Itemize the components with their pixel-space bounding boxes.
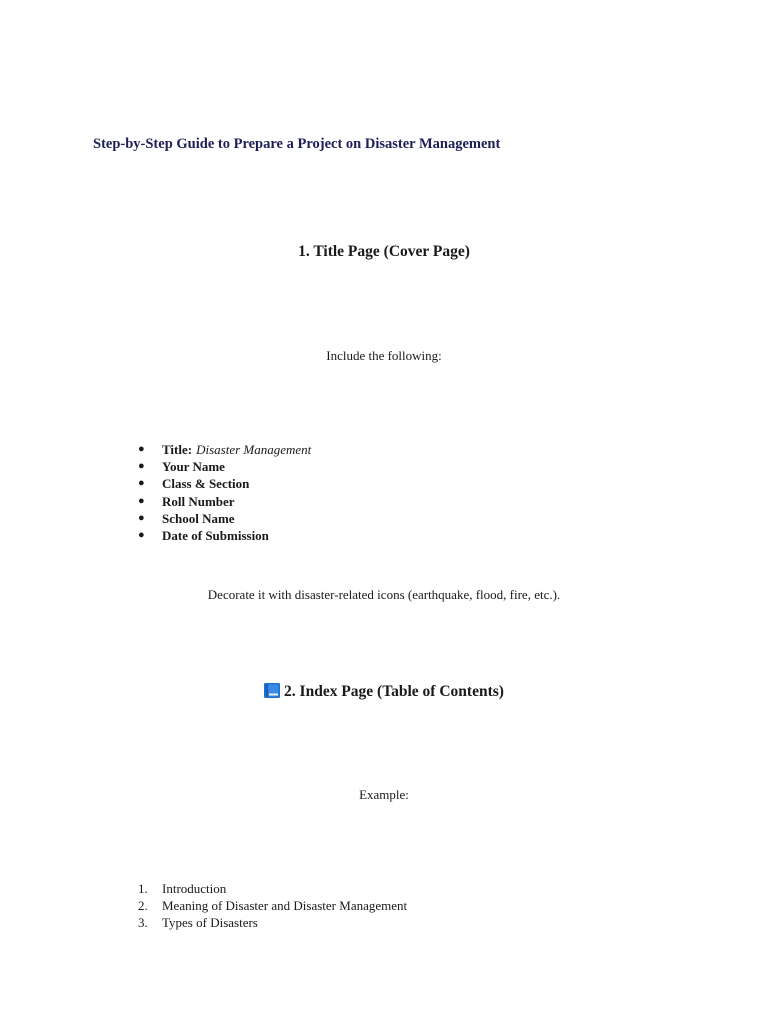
section1-heading: 1. Title Page (Cover Page) [298,243,470,260]
blue-book-icon [264,683,280,698]
list-item [138,475,311,492]
section2-heading-text: 2. Index Page (Table of Contents) [284,683,504,700]
bullet-icon: ● [138,443,145,455]
item-text: Types of Disasters [162,915,258,930]
item-text: Introduction [162,881,227,896]
item-label: Date of Submission [162,527,269,543]
list-item [138,880,407,897]
list-item [138,897,407,914]
bullet-icon: ● [138,511,145,524]
list-item [138,493,311,510]
list-item [138,441,311,458]
item-label: School Name [162,510,235,526]
section2-intro: Example: [359,787,409,802]
item-text: Meaning of Disaster and Disaster Management [162,898,408,913]
item-label: Roll Number [162,493,235,509]
bullet-icon: ● [138,528,145,541]
item-number: 3. [138,915,148,930]
list-item [138,510,311,527]
list-item [138,914,407,931]
cover-page-items-list [138,441,311,544]
bullet-icon: ● [138,460,145,473]
document-title: Step-by-Step Guide to Prepare a Project on Disaster Management [93,136,501,152]
section2-heading [0,683,768,701]
section1-intro: Include the following: [326,348,442,363]
item-number: 2. [138,898,148,913]
index-items-list [138,880,407,931]
item-label: Your Name [162,459,225,475]
list-item [138,458,311,475]
item-label: Title: [162,442,193,457]
item-value: Disaster Management [196,442,312,457]
section1-note: Decorate it with disaster-related icons (earthquake, flood, fire, etc.). [207,587,561,602]
bullet-icon: ● [138,494,145,507]
item-number: 1. [138,881,148,896]
list-item [138,527,311,544]
bullet-icon: ● [138,477,145,490]
item-label: Class & Section [162,476,250,492]
